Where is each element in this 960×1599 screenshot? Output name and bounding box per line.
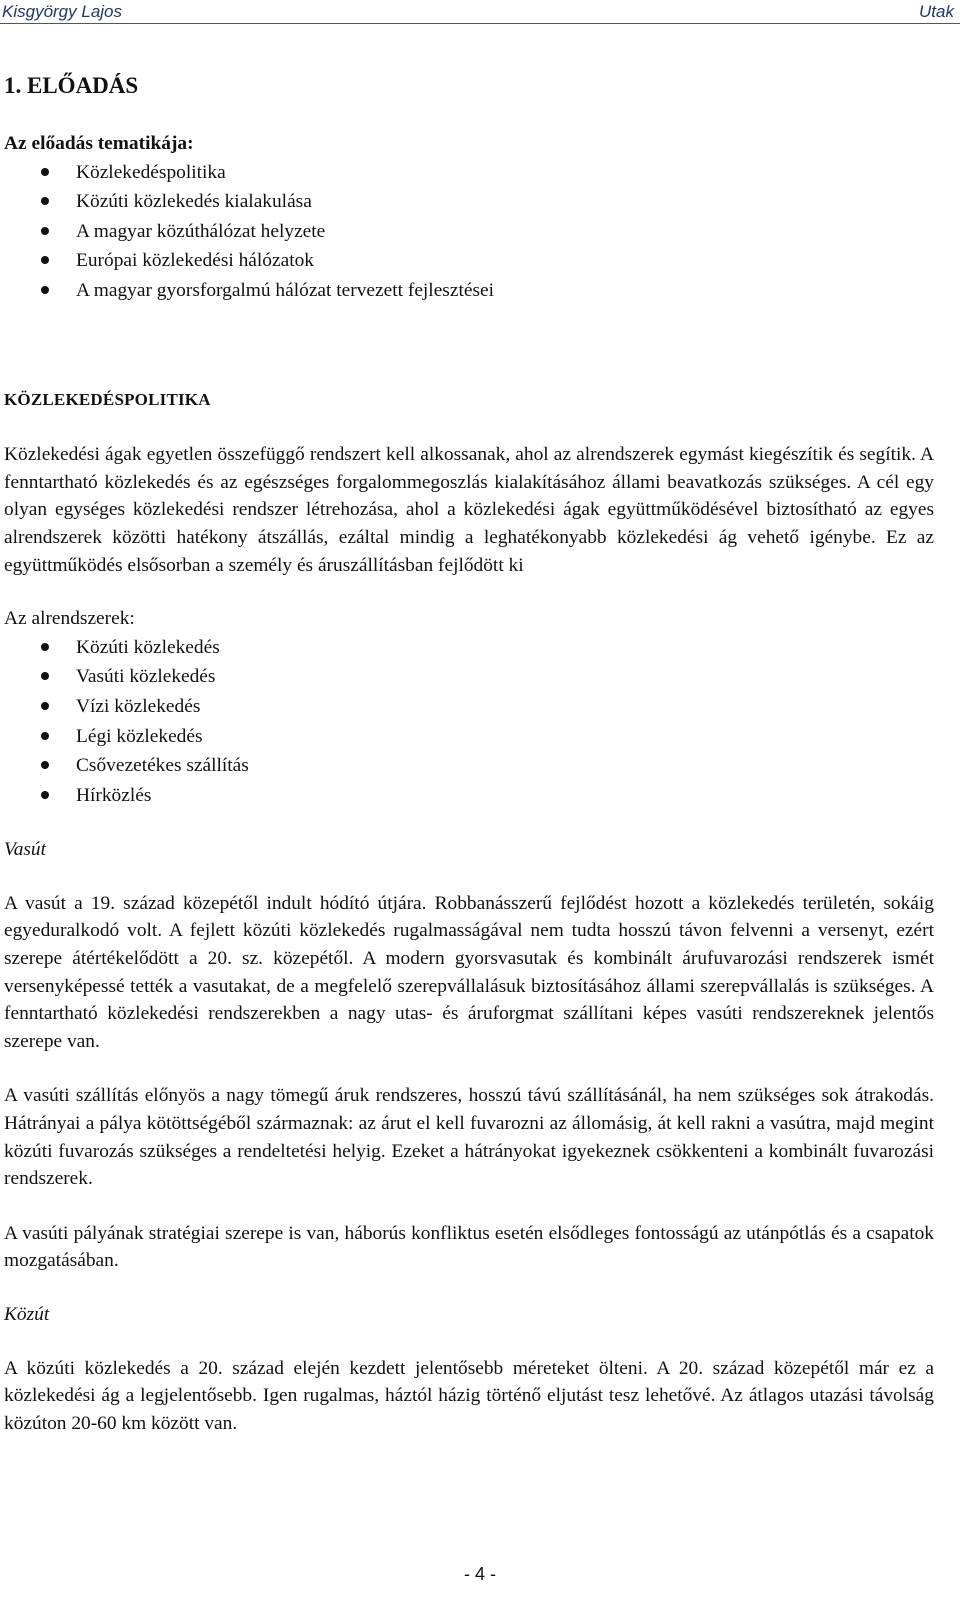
- header-author: Kisgyörgy Lajos: [2, 2, 123, 21]
- lecture-title: 1. ELŐADÁS: [4, 73, 139, 98]
- paragraph-kozut: A közúti közlekedés a 20. század elején kezdett jelentősebb méreteket ölteni. A 20. század közepétől már ez a közlekedési ág a legjelentősebb. Igen rugalmas, háztól házig történő eljutást tesz lehetővé. Az átlagos utazási távolság közúton 20-60 km között van.: [4, 1357, 934, 1434]
- list-item: Hírközlés: [4, 781, 934, 811]
- list-item: A magyar gyorsforgalmú hálózat tervezett fejlesztései: [4, 276, 934, 306]
- page-header: [0, 0, 960, 26]
- bullet-icon: [41, 227, 49, 235]
- subsystems-heading: Az alrendszerek:: [4, 608, 135, 630]
- bullet-icon: [41, 643, 49, 651]
- page-number: - 4 -: [463, 1564, 496, 1584]
- list-item: Légi közlekedés: [4, 722, 934, 752]
- bullet-icon: [41, 197, 49, 205]
- paragraph-vasut-2: A vasúti szállítás előnyös a nagy tömegű áruk rendszeres, hosszú távú szállításánál, ha nem szükséges sok átrakodás. Hátrányai a pálya kötöttségéből származnak: az árut el kell fuvarozni az állomásig, át kell rakni a vasútra, majd megint közúti fuvarozás szükséges a rendeltetési helyig. Ezeket a hátrányokat igyekeznek csökkenteni a kombinált fuvarozási rendszerek.: [4, 1085, 934, 1190]
- bullet-icon: [41, 791, 49, 799]
- subsystems-list: [4, 633, 934, 811]
- list-item: A magyar közúthálózat helyzete: [4, 217, 934, 247]
- header-rule: [0, 23, 960, 24]
- bullet-icon: [41, 761, 49, 769]
- list-item: Vasúti közlekedés: [4, 662, 934, 692]
- section-heading-kozut: Közút: [4, 1304, 50, 1325]
- list-item: Közúti közlekedés: [4, 633, 934, 663]
- section-heading-vasut: Vasút: [4, 839, 47, 861]
- list-item: Európai közlekedési hálózatok: [4, 246, 934, 276]
- list-item: Közúti közlekedés kialakulása: [4, 187, 934, 217]
- bullet-icon: [41, 256, 49, 264]
- list-item: Vízi közlekedés: [4, 692, 934, 722]
- paragraph-vasut-3: A vasúti pályának stratégiai szerepe is van, háborús konfliktus esetén elsődleges fontosságú az utánpótlás és a csapatok mozgatásában.: [4, 1222, 934, 1272]
- bullet-icon: [41, 702, 49, 710]
- list-item: Csővezetékes szállítás: [4, 751, 934, 781]
- paragraph-vasut-1: A vasút a 19. század közepétől indult hódító útjára. Robbanásszerű fejlődést hozott a közlekedés területén, sokáig egyeduralkodó volt. A fejlett közúti közlekedés rugalmasságával nem tudta hosszú távon felvenni a versenyt, ezért szerepe átértékelődött a 20. sz. közepétől. A modern gyorsvasutak és kombinált árufuvarozási rendszerek ismét versenyképessé tették a vasutakat, de a megfelelő szerepvállalásuk biztosításához állami szerepvállalás is szükséges. A fenntartható közlekedési rendszerekben a nagy utas- és áruforgmat szállítani képes vasúti rendszereknek jelentős szerepe van.: [4, 892, 934, 1052]
- bullet-icon: [41, 286, 49, 294]
- bullet-icon: [41, 732, 49, 740]
- list-item: Közlekedéspolitika: [4, 158, 934, 188]
- section-heading-politika: KÖZLEKEDÉSPOLITIKA: [4, 389, 211, 409]
- header-subject: Utak: [919, 2, 954, 21]
- document-body: [4, 66, 934, 1437]
- thematic-heading: Az előadás tematikája:: [4, 133, 194, 154]
- paragraph-politika: Közlekedési ágak egyetlen összefüggő rendszert kell alkossanak, ahol az alrendszerek egymást kiegészítik és segítik. A fenntartható közlekedés és az egészséges forgalommegoszlás kialakításához állami beavatkozás szükséges. A cél egy olyan egységes közlekedési rendszer létrehozása, ahol a közlekedési ágak együttműködésével biztosítható az egyes alrendszerek közötti hatékony átszállás, ezáltal mindig a leghatékonyabb közlekedési ág vehető igénybe. Ez az együttműködés elsősorban a személy és áruszállításban fejlődött ki: [4, 444, 934, 576]
- bullet-icon: [41, 168, 49, 176]
- bullet-icon: [41, 672, 49, 680]
- thematic-list: [4, 158, 934, 306]
